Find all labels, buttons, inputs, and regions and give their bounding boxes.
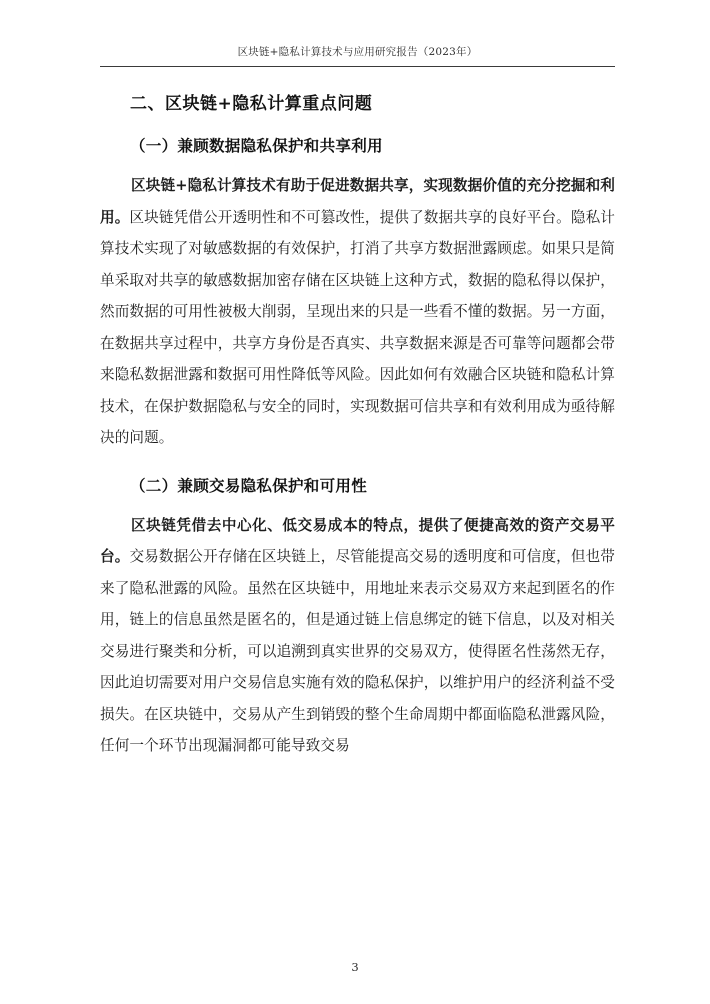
page-title: 二、区块链+隐私计算重点问题	[130, 94, 373, 114]
running-header: 区块链+隐私计算技术与应用研究报告（2023年）	[237, 46, 478, 58]
subsection-1-heading: （一）兼顾数据隐私保护和共享利用	[130, 136, 383, 155]
header-divider	[100, 66, 615, 67]
page-number: 3	[351, 960, 359, 974]
subsection-1-paragraph	[100, 170, 615, 454]
subsection-2-body: 交易数据公开存储在区块链上，尽管能提高交易的透明度和可信度，但也带来了隐私泄露的风险。虽然在区块链中，用地址来表示交易双方来起到匿名的作用，链上的信息虽然是匿名的，但是通过链上信息绑定的链下信息，以及对相关交易进行聚类和分析，可以追溯到真实世界的交易双方，使得匿名性荡然无存，因此迫切需要对用户交易信息实施有效的隐私保护，以维护用户的经济利益不受损失。在区块链中，交易从产生到销毁的整个生命周期中都面临隐私泄露风险，任何一个环节出现漏洞都可能导致交易	[100, 548, 615, 754]
subsection-1-lead: 区块链+隐私计算技术有助于促进数据共享，实现数据价值的充分挖掘和利用。	[100, 177, 615, 226]
subsection-2-lead: 区块链凭借去中心化、低交易成本的特点，提供了便捷高效的资产交易平台。	[100, 516, 615, 565]
subsection-2-heading: （二）兼顾交易隐私保护和可用性	[130, 475, 368, 495]
subsection-1-body: 区块链凭借公开透明性和不可篡改性，提供了数据共享的良好平台。隐私计算技术实现了对敏感数据的有效保护，打消了共享方数据泄露顾虑。如果只是简单采取对共享的敏感数据加密存储在区块链上这种方式，数据的隐私得以保护，然而数据的可用性被极大削弱，呈现出来的只是一些看不懂的数据。另一方面，在数据共享过程中，共享方身份是否真实、共享数据来源是否可靠等问题都会带来隐私数据泄露和数据可用性降低等风险。因此如何有效融合区块链和隐私计算技术，在保护数据隐私与安全的同时，实现数据可信共享和有效利用成为亟待解决的问题。	[100, 208, 615, 446]
subsection-2-paragraph	[100, 510, 615, 762]
